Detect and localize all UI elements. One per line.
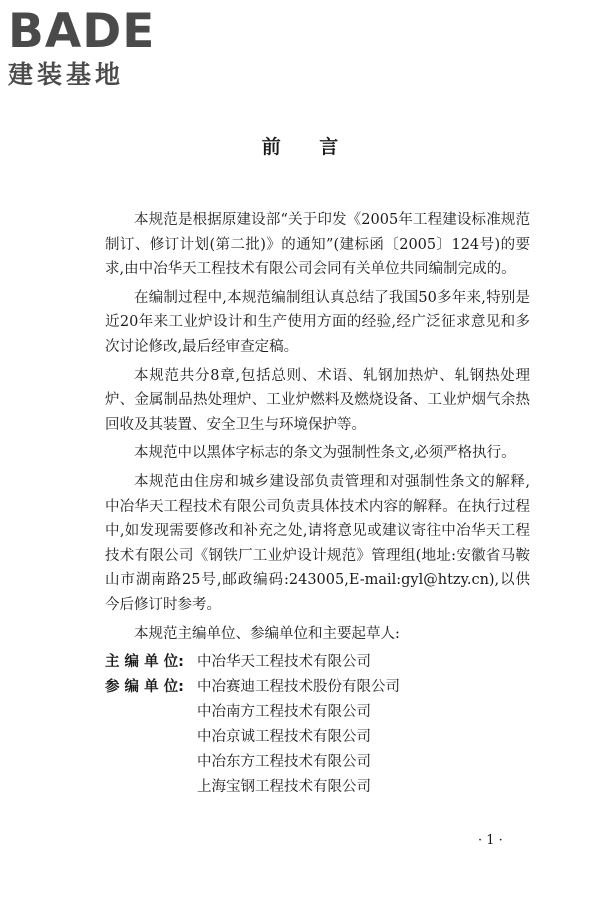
page-title: 前 言 (261, 136, 355, 158)
unit-label (105, 725, 197, 750)
unit-row (105, 725, 530, 750)
paragraph-chapters: 本规范共分8章,包括总则、术语、轧钢加热炉、轧钢热处理炉、金属制品热处理炉、工业炉燃料及燃烧设备、工业炉烟气余热回收及其装置、安全卫生与环境保护等。 (105, 367, 530, 433)
paragraph-units-intro: 本规范主编单位、参编单位和主要起草人: (134, 625, 400, 642)
document-body (105, 208, 530, 800)
paragraph-management: 本规范由住房和城乡建设部负责管理和对强制性条文的解释,中冶华天工程技术有限公司负责具体技术内容的解释。在执行过程中,如发现需要修改和补充之处,请将意见或建议寄往中冶华天工程技术有限公司《钢铁厂工业炉设计规范》管理组(地址:安徽省马鞍山市湖南路25号,邮政编码:243005,E-mail:gyl@htzy.cn),以供今后修订时参考。 (105, 473, 530, 613)
paragraph-basis: 本规范是根据原建设部“关于印发《2005年工程建设标准规范制订、修订计划(第二批)》的通知”(建标函〔2005〕124号)的要求,由中冶华天工程技术有限公司会同有关单位共同编制完成的。 (105, 212, 530, 278)
unit-name: 中冶赛迪工程技术股份有限公司 (197, 679, 400, 696)
unit-row (105, 750, 530, 775)
page-number: · 1 · (478, 833, 503, 848)
paragraph-process: 在编制过程中,本规范编制组认真总结了我国50多年来,特别是近20年来工业炉设计和生产使用方面的经验,经广泛征求意见和多次讨论修改,最后经审查定稿。 (105, 289, 530, 355)
unit-row (105, 675, 530, 700)
logo-main-text: BADE (8, 4, 156, 59)
paragraph-mandatory: 本规范中以黑体字标志的条文为强制性条文,必须严格执行。 (134, 445, 516, 462)
unit-label: 主 编 单 位: (105, 654, 184, 671)
units-list (105, 650, 530, 800)
unit-name: 中冶华天工程技术有限公司 (197, 654, 371, 671)
unit-label (105, 700, 197, 725)
watermark-logo (8, 6, 178, 98)
unit-label (105, 775, 197, 800)
unit-name: 中冶京诚工程技术有限公司 (197, 729, 371, 746)
unit-name: 上海宝钢工程技术有限公司 (197, 779, 371, 796)
unit-row (105, 650, 530, 675)
unit-name: 中冶南方工程技术有限公司 (197, 704, 371, 721)
unit-name: 中冶东方工程技术有限公司 (197, 754, 371, 771)
unit-label: 参 编 单 位: (105, 679, 184, 696)
unit-label (105, 750, 197, 775)
logo-sub-text: 建装基地 (8, 60, 125, 89)
unit-row (105, 775, 530, 800)
unit-row (105, 700, 530, 725)
